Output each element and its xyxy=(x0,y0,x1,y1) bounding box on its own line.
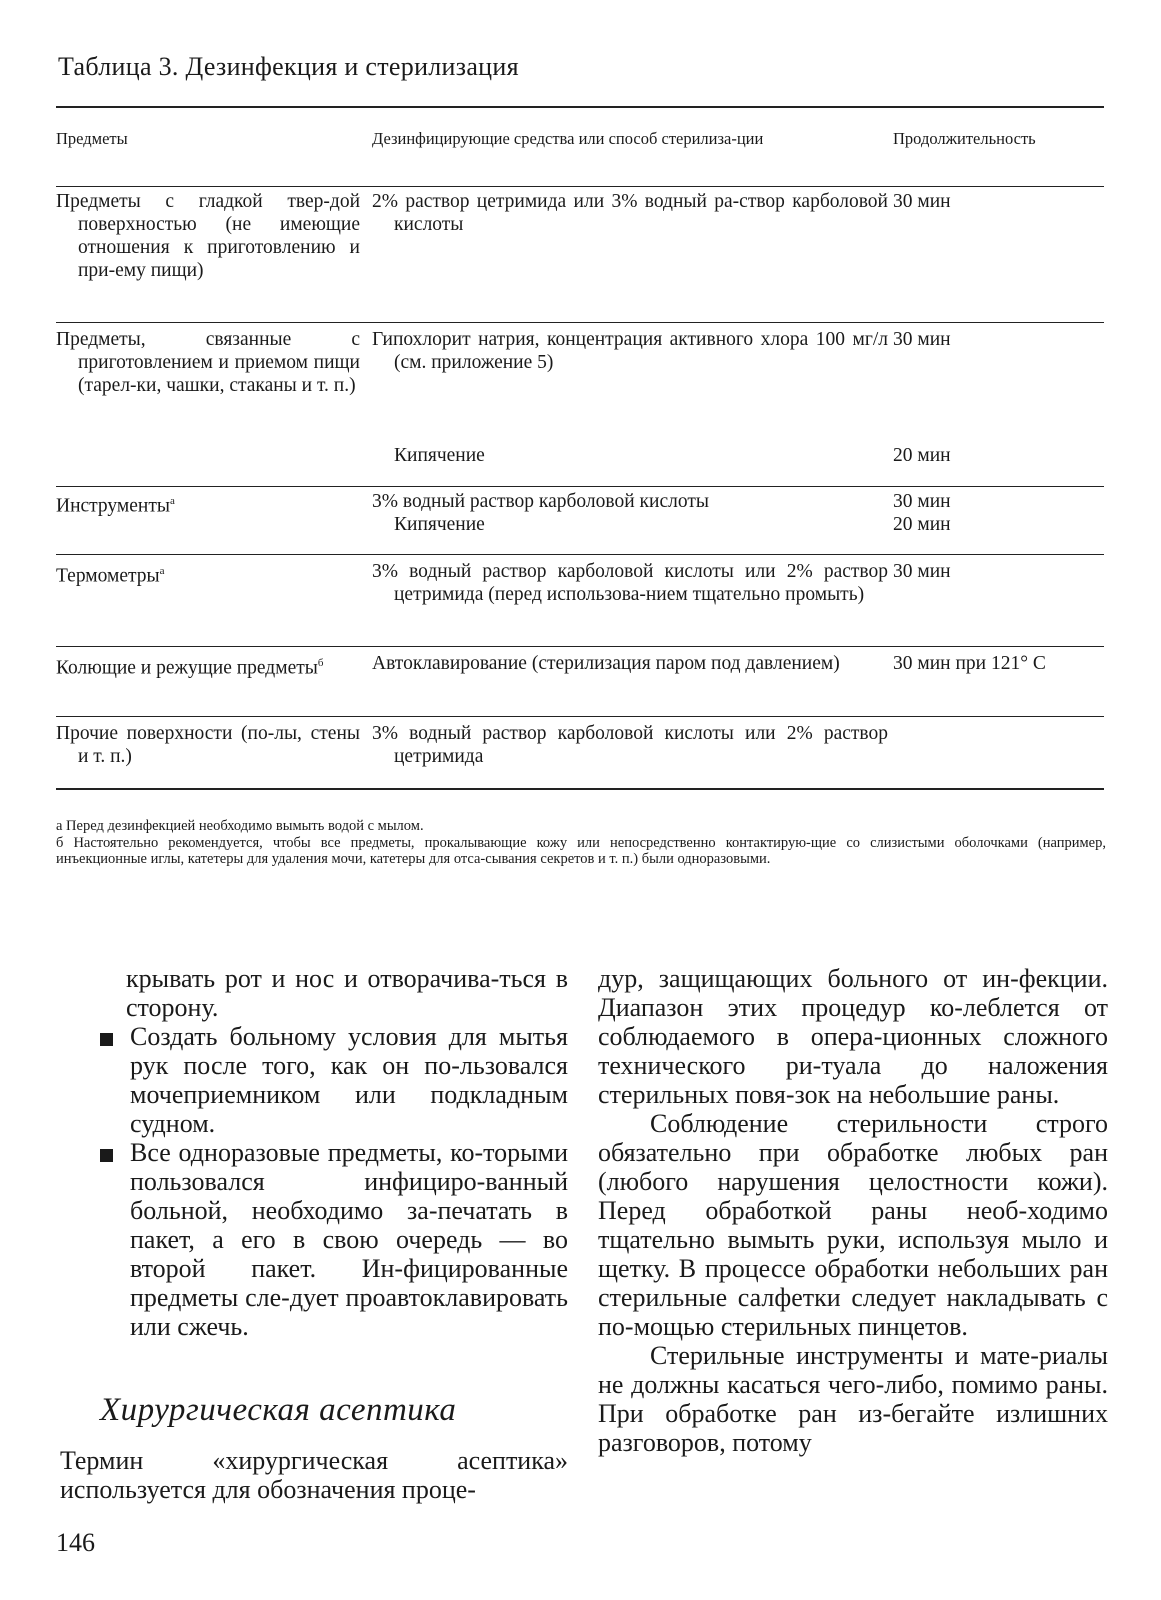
row6-item: Прочие поверхности (по-лы, стены и т. п.) xyxy=(56,723,360,767)
row5-duration: 30 мин при 121° С xyxy=(893,653,1046,674)
header-bottom-rule xyxy=(56,186,1104,187)
row4-item: Термометры$^а$ xyxy=(56,565,165,587)
row4-method: 3% водный раствор карболовой кислоты или 2% раствор цетримида (перед использова-нием тщательно промыть) xyxy=(372,561,888,605)
row-divider xyxy=(56,322,1104,323)
section-heading: Хирургическая асептика xyxy=(100,1392,457,1428)
bullet-text: Все одноразовые предметы, ко-торыми пользовался инфициро-ванный больной, необходимо за-печатать в пакет, а его в свою очередь — во второй пакет. Ин-фицированные предметы сле-дует проавтоклавировать или сжечь. xyxy=(130,1138,568,1341)
footnote-a: а Перед дезинфекцией необходимо вымыть водой с мылом. xyxy=(56,818,424,834)
bullet-item xyxy=(100,1022,568,1138)
row5-item: Колющие и режущие предметы$^б$ xyxy=(56,657,324,679)
row2-item: Предметы, связанные с приготовлением и приемом пищи (тарел-ки, чашки, стаканы и т. п.) xyxy=(56,329,360,396)
row6-method: 3% водный раствор карболовой кислоты или 2% раствор цетримида xyxy=(372,723,888,767)
paragraph: Стерильные инструменты и мате-риалы не должны касаться чего-либо, помимо раны. При обработке ран из-бегайте излишних разговоров, потому xyxy=(598,1341,1108,1457)
row2-duration-2: 20 мин xyxy=(893,445,951,466)
footnote-mark: а xyxy=(169,495,175,507)
footnote-b: б Настоятельно рекомендуется, чтобы все предметы, прокалывающие кожу или непосредственно контактирую-щие со слизистыми оболочками (например, инъекционные иглы, катетеры для удаления мочи, катетеры для отса-сывания секретов и т. п.) были одноразовыми. xyxy=(56,834,1106,867)
bullet-square-icon xyxy=(100,1033,113,1046)
page-number: 146 xyxy=(56,1528,95,1557)
header-items: Предметы xyxy=(56,129,128,148)
row3-duration-1: 30 мин xyxy=(893,491,951,512)
row2-method-1: Гипохлорит натрия, концентрация активного хлора 100 мг/л (см. приложение 5) xyxy=(372,329,888,373)
row1-method: 2% раствор цетримида или 3% водный ра-створ карболовой кислоты xyxy=(372,191,888,235)
row-divider xyxy=(56,716,1104,717)
paragraph: Соблюдение стерильности строго обязательно при обработке любых ран (любого нарушения целостности кожи). Перед обработкой раны необ-ходимо тщательно вымыть руки, используя мыло и щетку. В процессе обработки небольших ран стерильные салфетки следует накладывать с по-мощью стерильных пинцетов. xyxy=(598,1109,1108,1341)
row-divider xyxy=(56,486,1104,487)
continuation-text: крывать рот и нос и отворачива-ться в сторону. xyxy=(126,964,568,1022)
table-top-rule xyxy=(56,106,1104,108)
table-title: Таблица 3. Дезинфекция и стерилизация xyxy=(58,52,519,81)
header-methods: Дезинфицирующие средства или способ стерилиза-ции xyxy=(372,129,764,148)
row3-item: Инструменты$^а$ xyxy=(56,495,175,517)
row3-duration-2: 20 мин xyxy=(893,514,951,535)
bullet-item xyxy=(100,1138,568,1341)
header-duration: Продолжительность xyxy=(893,129,1036,148)
row2-method-2: Кипячение xyxy=(394,445,485,466)
bullet-text: Создать больному условия для мытья рук после того, как он по-льзовался мочеприемником или подкладным судном. xyxy=(130,1022,568,1138)
row5-method: Автоклавирование (стерилизация паром под давлением) xyxy=(372,653,840,674)
footnote-mark: а xyxy=(159,565,165,577)
right-column xyxy=(598,964,1108,1457)
left-column xyxy=(100,964,568,1341)
row1-duration: 30 мин xyxy=(893,191,951,212)
footnote-mark: б xyxy=(317,657,324,669)
row4-duration: 30 мин xyxy=(893,561,951,582)
term-paragraph: Термин «хирургическая асептика» используется для обозначения проце- xyxy=(60,1446,568,1504)
row3-method-2: Кипячение xyxy=(394,514,485,535)
table-footnotes xyxy=(56,818,1106,868)
bullet-square-icon xyxy=(100,1149,113,1162)
row1-item: Предметы с гладкой твер-дой поверхностью (не имеющие отношения к приготовлению и при-ему пищи) xyxy=(56,191,360,281)
row-divider xyxy=(56,554,1104,555)
row-divider xyxy=(56,646,1104,647)
row3-method-1: 3% водный раствор карболовой кислоты xyxy=(372,491,709,512)
table-bottom-rule xyxy=(56,788,1104,790)
row2-duration-1: 30 мин xyxy=(893,329,951,350)
paragraph: дур, защищающих больного от ин-фекции. Диапазон этих процедур ко-леблется от соблюдаемого в опера-ционных сложного технического ри-туала до наложения стерильных повя-зок на небольшие раны. xyxy=(598,964,1108,1109)
